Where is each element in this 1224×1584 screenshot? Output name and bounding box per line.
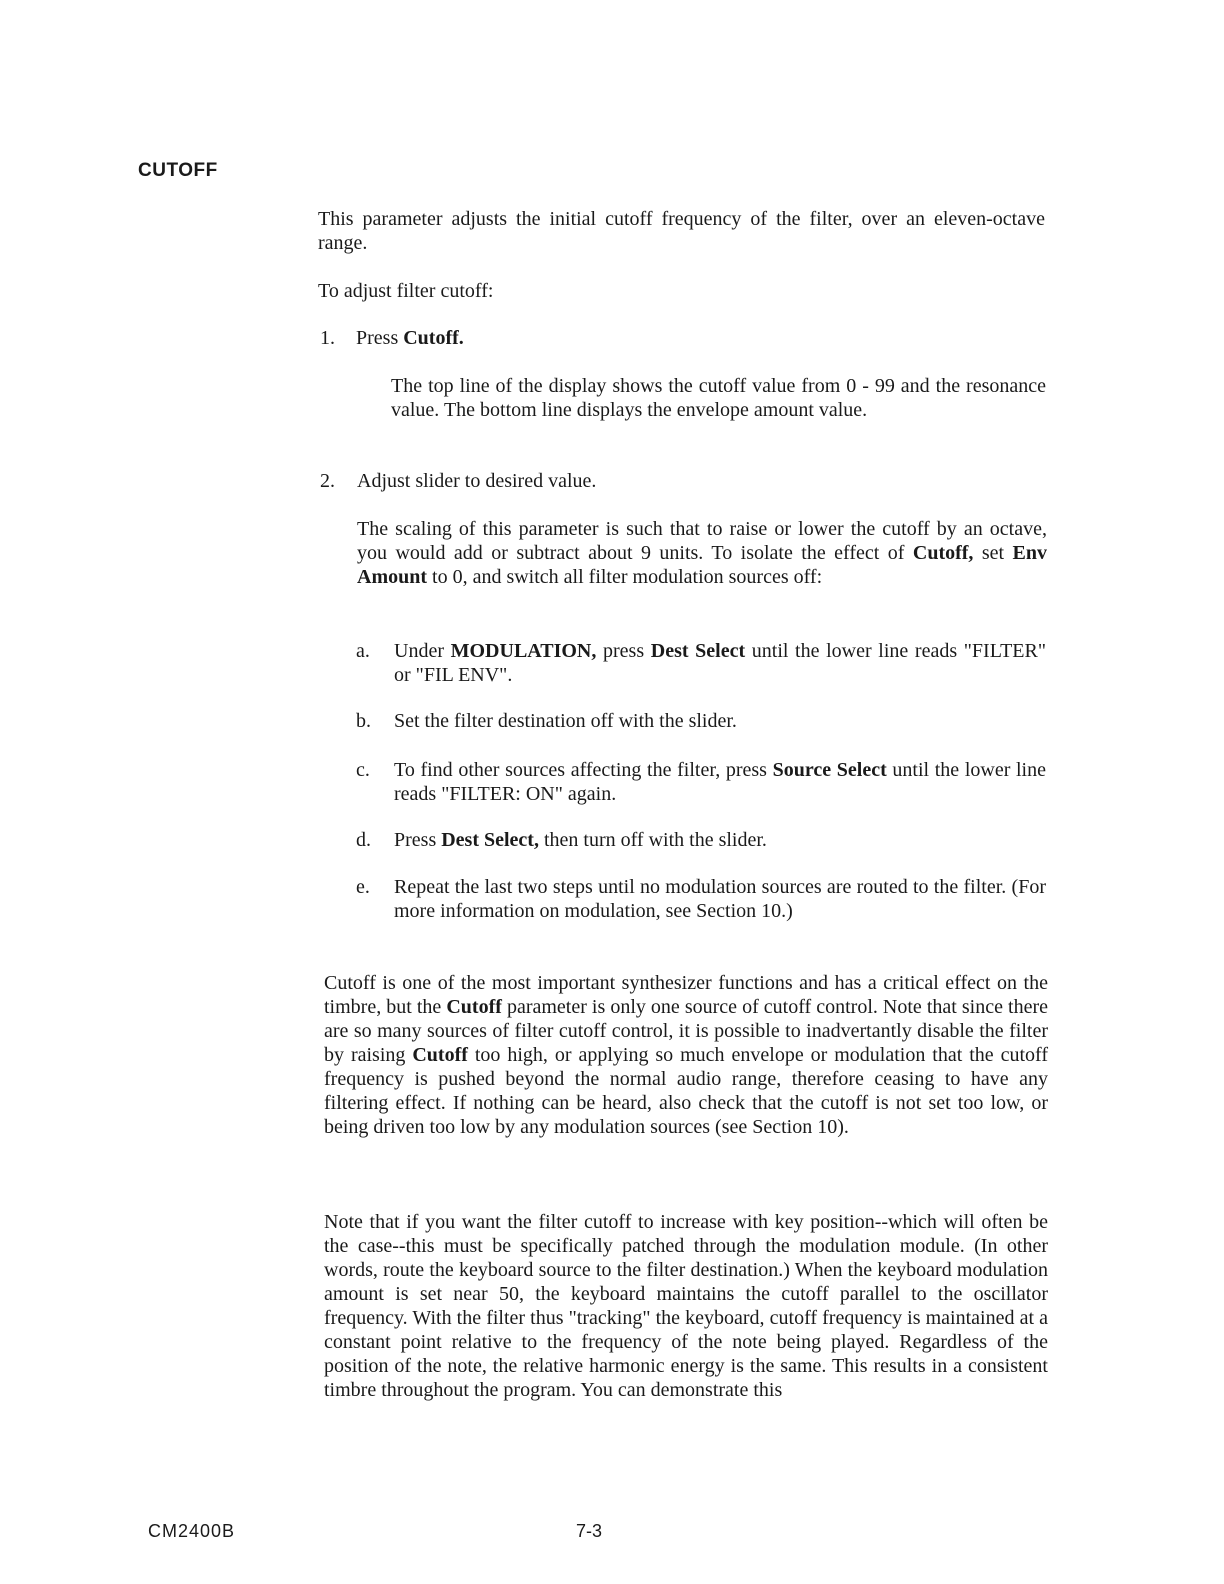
instruction-lead: To adjust filter cutoff: (318, 280, 494, 302)
p3-part-2: parameter is only one source of cutoff control. Note that since there are so many sources of filter cutoff control, it is possible to inadvertantly disable the filter by raising (324, 996, 1048, 1066)
substep-e-letter: e. (356, 876, 370, 898)
substep-e-text: Repeat the last two steps until no modulation sources are routed to the filter. (For more information on modulation, see Section 10.) (394, 876, 1046, 922)
substep-d-text (394, 828, 1046, 852)
cutoff-importance-paragraph (324, 971, 1048, 1139)
p3-bold-1: Cutoff (446, 996, 502, 1018)
step-1-number: 1. (320, 327, 335, 349)
substep-c-part-1: To find other sources affecting the filter, press (394, 759, 773, 781)
step-2-number: 2. (320, 470, 335, 492)
section-heading: CUTOFF (138, 160, 218, 181)
step-1-text (356, 326, 1046, 350)
substep-c-letter: c. (356, 759, 370, 781)
keyboard-tracking-paragraph: Note that if you want the filter cutoff to increase with key position--which will often be the case--this must be specifically patched through the modulation module. (In other words, route the keyboard source to the filter destination.) When the keyboard modulation amount is set near 50, the keyboard maintains the cutoff parallel to the oscillator frequency. With the filter thus "tracking" the keyboard, cutoff frequency is maintained at a constant point relative to the frequency of the note being played. Regardless of the position of the note, the relative harmonic energy is the same. This results in a consistent timbre throughout the program. You can demonstrate this (324, 1211, 1048, 1401)
substep-c-bold-1: Source Select (772, 759, 887, 781)
substep-a-letter: a. (356, 640, 370, 662)
substep-a-bold-1: MODULATION, (450, 640, 597, 662)
step-1-prefix: Press (356, 327, 404, 349)
p3-bold-2: Cutoff (412, 1044, 468, 1066)
substep-a-bold-2: Dest Select (650, 640, 746, 662)
p3-part-3: too high, or applying so much envelope or modulation that the cutoff frequency is pushed beyond the normal audio range, therefore ceasing to have any filtering effect. If nothing can be heard, also check that the cutoff is not set too low, or being driven too low by any modulation sources (see Section 10). (324, 1044, 1049, 1138)
page-number: 7-3 (576, 1521, 603, 1541)
substep-c-text (394, 758, 1046, 806)
step-2-text: Adjust slider to desired value. (357, 470, 597, 492)
step-1-key: Cutoff. (403, 327, 464, 349)
substep-a-text (394, 639, 1046, 687)
substep-a-part-3: until the lower line reads "FILTER" or "FIL ENV". (394, 640, 1047, 686)
substep-d-bold-1: Dest Select, (441, 829, 539, 851)
substep-d-letter: d. (356, 829, 371, 851)
p3-part-1: Cutoff is one of the most important synthesizer functions and has a critical effect on the timbre, but the (324, 972, 1048, 1018)
document-id: CM2400B (148, 1521, 236, 1541)
step-2-desc-part-2: set (973, 542, 1013, 564)
step-2-desc-bold-1: Cutoff, (912, 542, 974, 564)
substep-d-part-1: Press (394, 829, 442, 851)
step-2-description (357, 517, 1047, 589)
substep-a-part-2: press (596, 640, 651, 662)
step-1-description: The top line of the display shows the cutoff value from 0 - 99 and the resonance value. The bottom line displays the envelope amount value. (391, 375, 1046, 421)
substep-d-part-2: then turn off with the slider. (538, 829, 767, 851)
substep-a-part-1: Under (394, 640, 451, 662)
substep-b-letter: b. (356, 710, 371, 732)
step-2-desc-part-1: The scaling of this parameter is such that to raise or lower the cutoff by an octave, you would add or subtract about 9 units. To isolate the effect of (357, 518, 1047, 564)
substep-b-text: Set the filter destination off with the slider. (394, 710, 737, 732)
intro-paragraph: This parameter adjusts the initial cutoff frequency of the filter, over an eleven-octave range. (318, 208, 1045, 254)
step-2-desc-part-3: to 0, and switch all filter modulation sources off: (427, 566, 823, 588)
step-2-desc-bold-2: Env Amount (357, 542, 1047, 588)
substep-c-part-2: until the lower line reads "FILTER: ON" again. (394, 759, 1046, 805)
